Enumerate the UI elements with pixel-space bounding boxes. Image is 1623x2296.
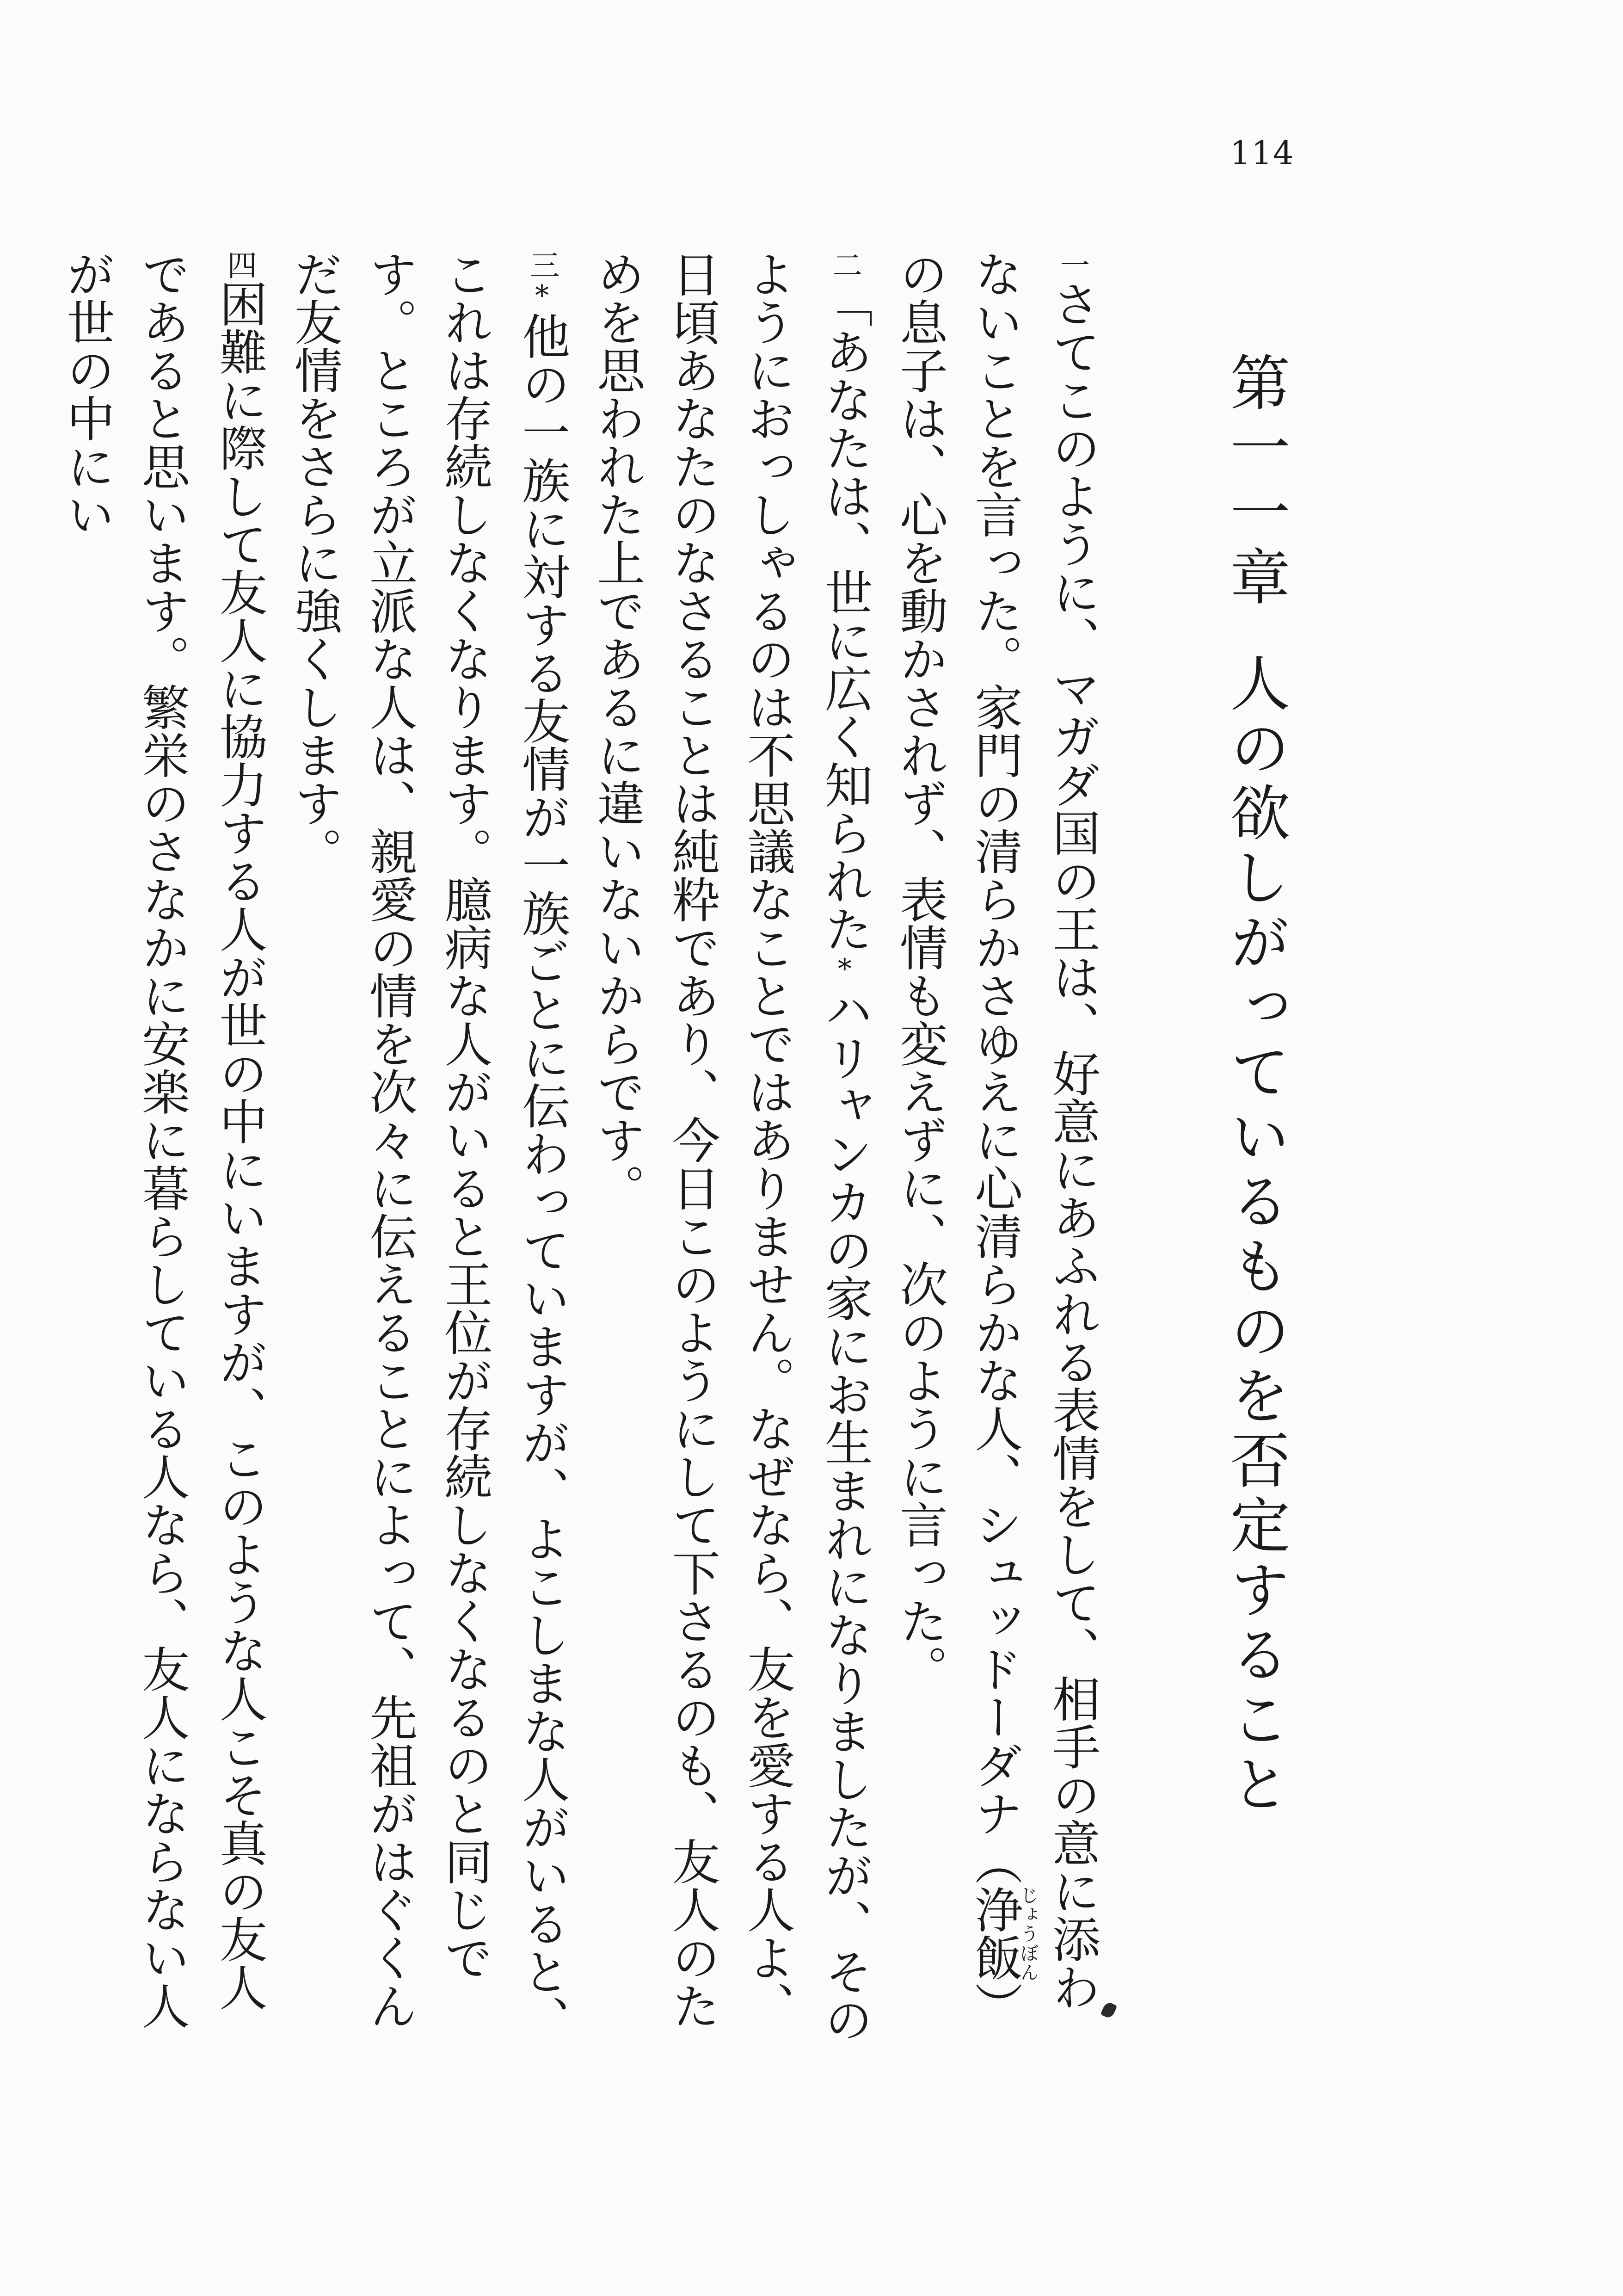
body-text	[58, 250, 1110, 2054]
chapter-title	[1220, 352, 1291, 1818]
paragraph-text: さてこのように、マガダ国の王は、好意にあふれる表情をして、相手の意に添わないことを言った。家門の清らかさゆえに心清らかな人、シュッドーダナ（	[966, 250, 1100, 2011]
furigana-joubon	[966, 1885, 1039, 1981]
chapter-heading: 第一一章	[1220, 352, 1291, 611]
paragraph-number: 一	[1055, 250, 1089, 279]
footnote-marker: *	[828, 953, 861, 985]
ruby-reading: じょうぼん	[1017, 1885, 1039, 1981]
paragraph-number: 三	[525, 250, 559, 279]
paragraph-number: 四	[222, 250, 257, 279]
paragraph-number: 二	[827, 250, 862, 279]
ruby-base: 浄飯	[966, 1885, 1023, 1981]
paragraph-4	[49, 250, 277, 2054]
paragraph-text: 他の一族に対する友情が一族ごとに伝わっていますが、よこしまな人がいると、これは存続しなくなります。臆病な人がいると王位が存続しなくなるのと同じです。ところが立派な人は、親愛の情を次々に伝えることによって、先祖がはぐくんだ友情をさらに強くします。	[286, 250, 571, 2043]
paragraph-text: 困難に際して友人に協力する人が世の中にいますが、このような人こそ真の友人であると思います。繁栄のさなかに安楽に暮らしている人なら、友人にならない人が世の中にい	[58, 250, 268, 2030]
page-number: 114	[1230, 134, 1295, 172]
paragraph-text: 「あなたは、世に広く知られた	[816, 279, 873, 953]
paragraph-3	[277, 250, 580, 2054]
footnote-marker: *	[526, 279, 559, 312]
paragraph-1	[882, 250, 1110, 2054]
chapter-title-text: 人の欲しがっているものを否定すること	[1220, 652, 1291, 1818]
paragraph-2	[579, 250, 882, 2054]
paragraph-text: ハリャンカの家にお生まれになりましたが、そのようにおっしゃるのは不思議なことではありません。なぜなら、友を愛する人よ、日頃あなたのなさることは純粋であり、今日このようにして下さるのも、友人のためを思われた上であるに違いないからです。	[589, 250, 873, 2043]
paragraph-text: ）の息子は、心を動かされず、表情も変えずに、次のように言った。	[891, 250, 1023, 2030]
